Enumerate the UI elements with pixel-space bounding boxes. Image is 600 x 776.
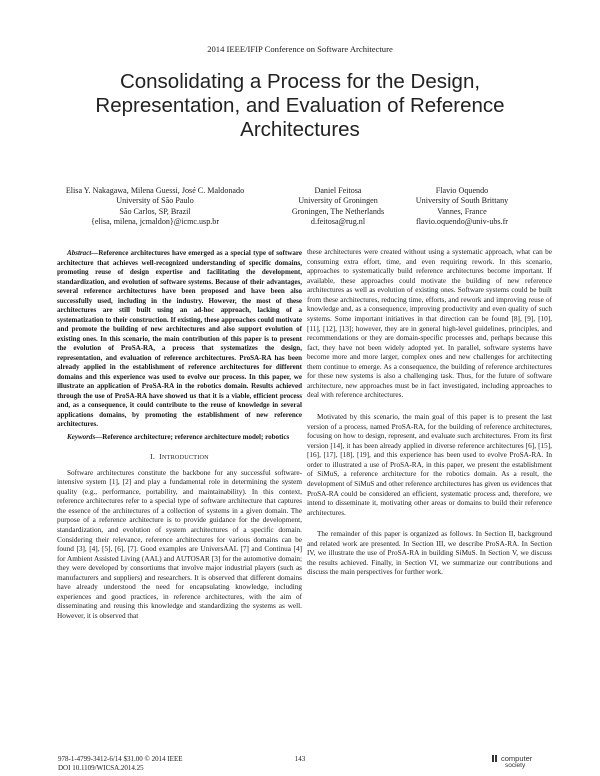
author-email: {elisa, milena, jcmaldon}@icmc.usp.br (90, 217, 220, 227)
author-affiliation: University of Groningen (298, 196, 378, 206)
author-affiliation: University of São Paulo (116, 196, 194, 206)
author-names: Flavio Oquendo (435, 186, 489, 195)
author-block-2 (283, 186, 393, 228)
paper-title: Consolidating a Process for the Design, Representation, and Evaluation of Reference Architectures (95, 70, 505, 141)
intro-paragraph-2: these architectures were created without using a systematic approach, what can be consuming extra effort, time, and even requiring rework. In this scenario, approaches to systematically build reference architectures become important. If available, these approaches could motivate the building of new reference architectures as well as evolution of existing ones. Software systems could be built from these architectures, reducing time, efforts, and rework and improving reuse of knowledge and, as a consequence, improving productivity and even quality of such systems. Some important initiatives in that direction can be found [8], [9], [10], [11], [12], [13]; however, they are in general high-level guidelines, principles, and recommendations or they are domain-specific processes and, perhaps because this fact, they have not been widely adopted yet. In parallel, software systems have become more and more larger, complex ones and new challenges for architecting them continue to emerge. As a consequence, the building of reference architectures for these new systems is also a challenging task. Thus, for the future of software architecture, new approaches must be in fact investigated, including approaches to deal with reference architectures. (307, 248, 552, 400)
computer-society-logo (483, 746, 553, 772)
section-heading-introduction: I. INTRODUCTION (150, 452, 209, 461)
right-column (307, 248, 552, 578)
keywords (57, 433, 302, 443)
doi-line: DOI 10.1109/WICSA.2014.25 (58, 763, 144, 772)
author-block-3 (397, 186, 527, 228)
author-email: d.feitosa@rug.nl (310, 217, 366, 227)
intro-paragraph-3: Motivated by this scenario, the main goal of this paper is to present the last version of a process, named ProSA-RA, for the building of reference architectures, focusing on how to design, represent, and evaluate such architectures. From its first version [14], it has been already applied in diverse reference architectures [6], [15], [16], [17], [18], [19], and this experience has been used to evolve ProSA-RA. In order to illustrated a use of ProSA-RA, in this paper, we present the establishment of SiMuS, a reference architecture for the robotics domain. As a result, the development of SiMuS and other reference architectures has given us evidences that ProSA-RA could be considered an efficient, systematic process and, therefore, we intend to disseminate it, motivating other areas or domains to build their reference architectures. (307, 413, 552, 517)
intro-paragraph-1: Software architectures constitute the backbone for any successful software-intensive system [1], [2] and play a fundamental role in determining the system quality (e.g., performance, portability, and maintainability). In this context, reference architectures refer to a special type of software architecture that captures the essence of the architectures of a collection of systems in a given domain. The purpose of a reference architecture is to provide guidance for the development, standardization, and evolution of system architectures of a specific domain. Considering their relevance, reference architectures for various domains can be found [3], [4], [5], [6], [7]. Good examples are UniversAAL [7] and Continua [4] for Ambient Assisted Living (AAL) and AUTOSAR [3] for the automotive domain; they were developed by consortiums that involve major industrial players (such as manufacturers and suppliers) and researchers. It is observed that different domains have already understood the need for encapsulating knowledge, including experiences and good practices, in reference architectures, with the aim of disseminating and reusing this knowledge and standardizing the systems as well. However, it is observed that (57, 468, 302, 620)
abstract (57, 249, 302, 430)
author-names: Elisa Y. Nakagawa, Milena Guessi, José C. Maldonado (65, 186, 245, 195)
author-block-1 (45, 186, 265, 228)
abstract-text: —Reference architectures have emerged as a special type of software architecture that achieves well-recognized understanding of specific domains, promoting reuse of design expertise and facilitating the development, standardization, and evolution of software systems. Because of their advantages, several reference architectures have been proposed and have been also successfully used, including in the industry. However, the most of these architectures are still built using an ad-hoc approach, lacking of a systematization to their construction. If existing, these approaches could motivate and promote the building of new architectures and also support evolution of existing ones. In this scenario, the main contribution of this paper is to present the evolution of ProSA-RA, a process that systematizes the design, representation, and evaluation of reference architectures. ProSA-RA has been already applied in the establishment of reference architectures for different domains and this experience was used to evolve our process. In this paper, we illustrate an application of ProSA-RA in the robotics domain. Results achieved through the use of ProSA-RA have showed us that it is a viable, efficient process and, as a consequence, it could contribute to the reuse of knowledge in several applications domains, by promoting the establishment of new reference architectures. (57, 249, 302, 428)
abstract-lead: Abstract (67, 249, 92, 257)
conference-header: 2014 IEEE/IFIP Conference on Software Architecture (207, 44, 393, 54)
logo-bars-icon (492, 749, 498, 767)
keywords-text: —Reference architecture; reference architecture model; robotics (95, 432, 290, 441)
logo-word-society: society (505, 762, 526, 769)
keywords-lead: Keywords (67, 432, 96, 441)
author-location: Groningen, The Netherlands (291, 206, 385, 216)
logo-word-computer: computer (501, 754, 533, 763)
left-column (57, 249, 302, 622)
author-email: flavio.oquendo@univ-ubs.fr (416, 217, 508, 227)
author-affiliation: University of South Brittany (415, 196, 509, 206)
author-names: Daniel Feitosa (314, 186, 362, 195)
intro-paragraph-4: The remainder of this paper is organized as follows. In Section II, background and related work are presented. In Section III, we describe ProSA-RA. In Section IV, we illustrate the use of ProSA-RA in building SiMuS. In Section V, we discuss the results achieved. Finally, in Section VI, we summarize our contributions and discuss the main perspectives for further work. (307, 530, 552, 577)
author-location: Vannes, France (437, 206, 487, 216)
author-location: São Carlos, SP, Brazil (119, 206, 191, 216)
isbn-line: 978-1-4799-3412-6/14 $31.00 © 2014 IEEE (58, 755, 183, 763)
page-number: 143 (294, 755, 306, 763)
